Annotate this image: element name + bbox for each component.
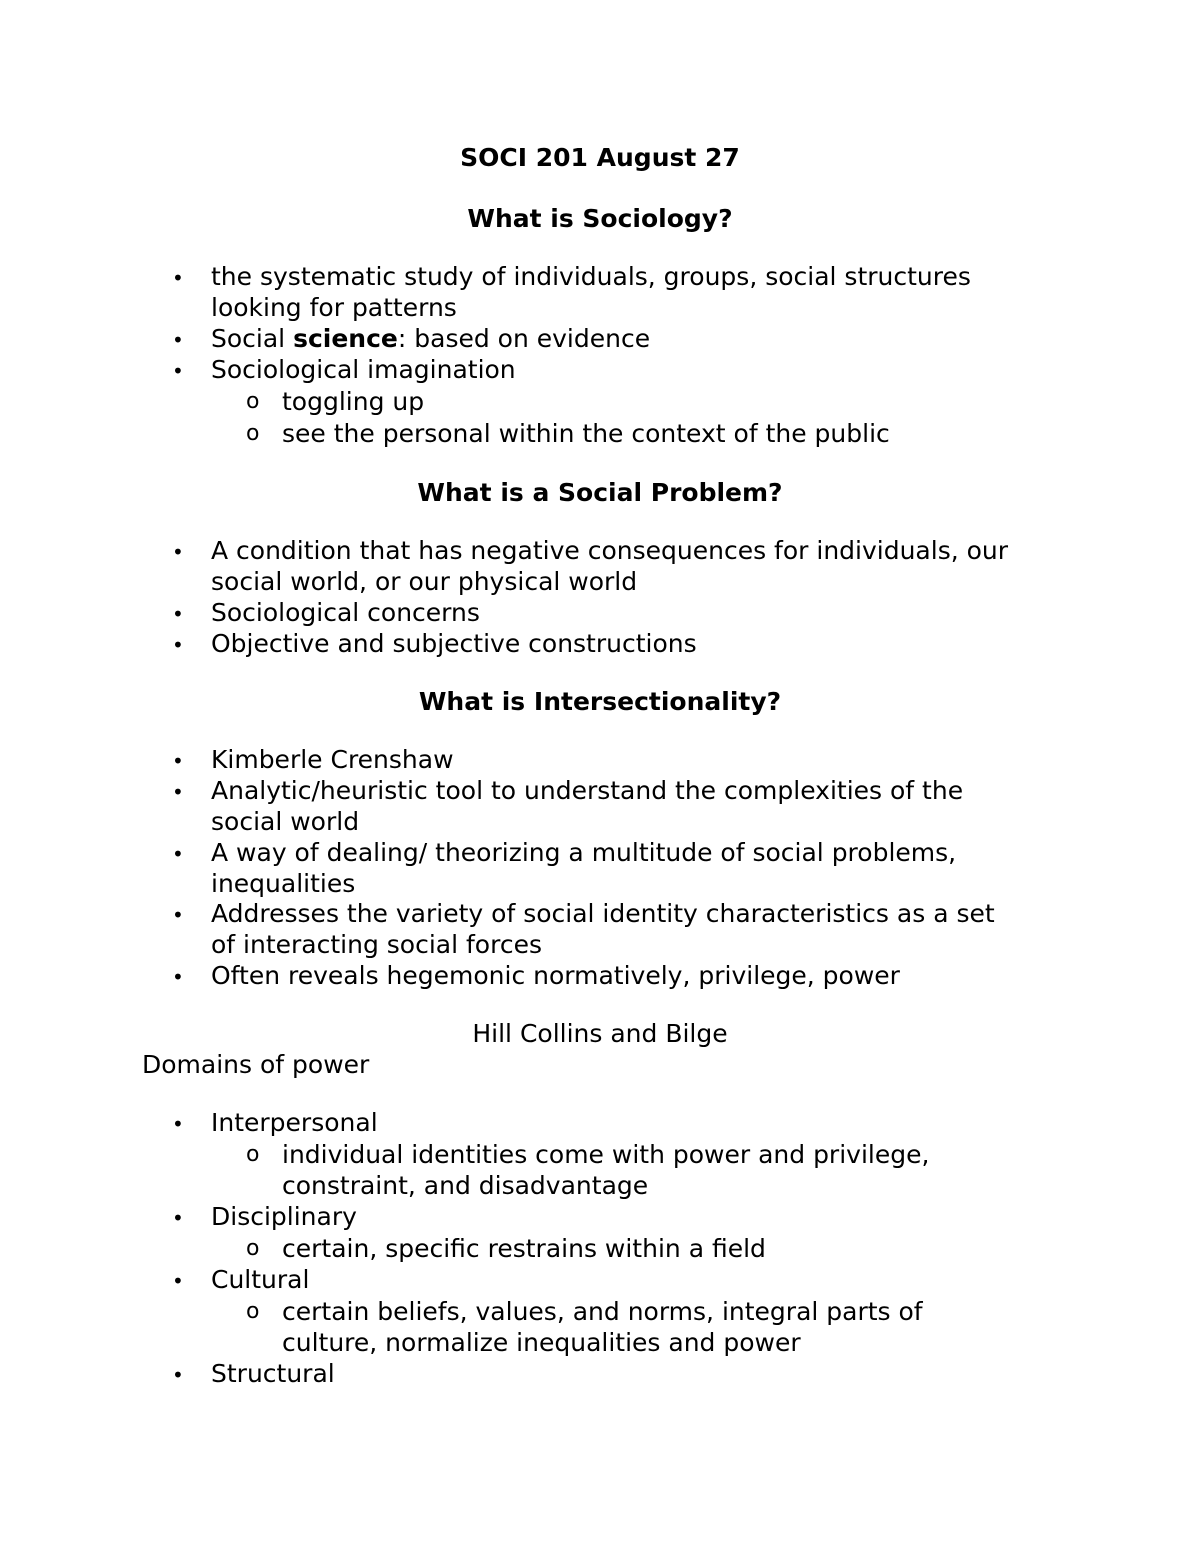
bullet-marker: • [172,903,184,927]
list-item-text: Addresses the variety of social identity characteristics as a set [211,899,995,928]
sub-bullet-marker: o [246,1236,260,1261]
sub-bullet-marker: o [246,1142,260,1167]
heading-social-problem: What is a Social Problem? [417,478,783,507]
sub-bullet-marker: o [246,389,260,414]
bullet-marker: • [172,965,184,989]
bullet-marker: • [172,602,184,626]
list-item-text: Sociological imagination [211,355,516,384]
sub-bullet-marker: o [246,1299,260,1324]
sub-list-item-text: see the personal within the context of the public [282,419,890,448]
bullet-marker: • [172,842,184,866]
list-item-text: Cultural [211,1265,310,1294]
bullet-marker: • [172,780,184,804]
list-item-text: Interpersonal [211,1108,378,1137]
domains-label: Domains of power [142,1050,370,1079]
bullet-marker: • [172,1269,184,1293]
sub-list-item-text: individual identities come with power and privilege, [282,1140,930,1169]
list-item-text: the systematic study of individuals, groups, social structures [211,262,971,291]
bullet-marker: • [172,1112,184,1136]
list-item-text: Disciplinary [211,1202,357,1231]
authors-line: Hill Collins and Bilge [472,1019,728,1048]
list-item-text: Kimberle Crenshaw [211,745,454,774]
bullet-marker: • [172,540,184,564]
list-item-text: of interacting social forces [211,930,542,959]
heading-sociology: What is Sociology? [467,204,733,233]
list-item-text-part: : based on evidence [397,324,651,353]
list-item-text: social world [211,807,360,836]
sub-list-item-text: certain, specific restrains within a field [282,1234,766,1263]
page-title: SOCI 201 August 27 [460,143,740,172]
list-item-text: Structural [211,1359,335,1388]
bullet-marker: • [172,266,184,290]
list-item-text: A way of dealing/ theorizing a multitude of social problems, [211,838,957,867]
sub-bullet-marker: o [246,421,260,446]
sub-list-item-text: constraint, and disadvantage [282,1171,649,1200]
list-item-text: Often reveals hegemonic normatively, privilege, power [211,961,900,990]
bullet-marker: • [172,633,184,657]
list-item-text: Analytic/heuristic tool to understand the complexities of the [211,776,964,805]
list-item-text: inequalities [211,869,356,898]
list-item-text: Sociological concerns [211,598,480,627]
bullet-marker: • [172,749,184,773]
bullet-marker: • [172,1206,184,1230]
list-item-text [211,323,650,354]
sub-list-item-text: culture, normalize inequalities and power [282,1328,801,1357]
bullet-marker: • [172,1363,184,1387]
bullet-marker: • [172,328,184,352]
list-item-text: social world, or our physical world [211,567,638,596]
list-item-text: Objective and subjective constructions [211,629,697,658]
bullet-marker: • [172,359,184,383]
heading-intersectionality: What is Intersectionality? [418,687,782,716]
list-item-text: A condition that has negative consequences for individuals, our [211,536,1009,565]
sub-list-item-text: toggling up [282,387,425,416]
sub-list-item-text: certain beliefs, values, and norms, integral parts of [282,1297,923,1326]
list-item-text: looking for patterns [211,293,457,322]
emphasis-term: science [293,324,398,353]
list-item-text-part: Social [211,324,294,353]
